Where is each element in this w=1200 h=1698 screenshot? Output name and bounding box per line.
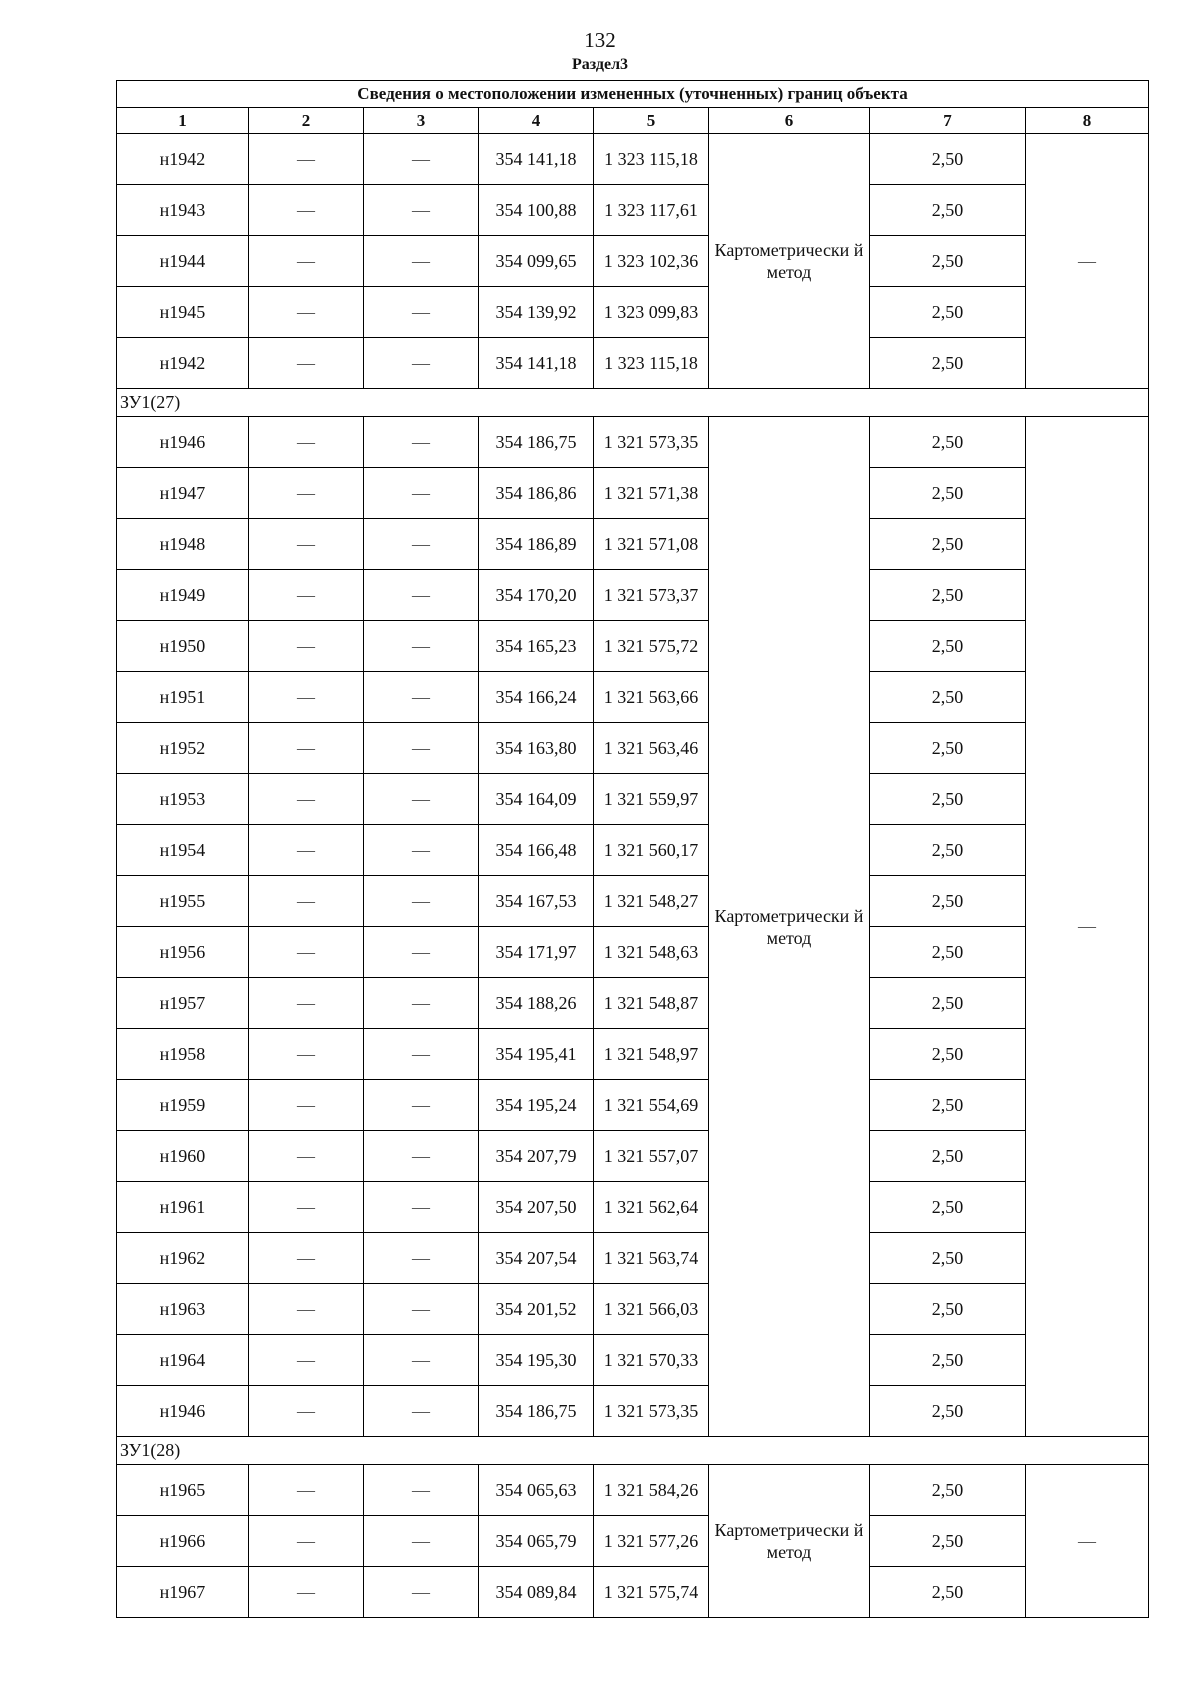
- x-coordinate-cell: 354 065,79: [479, 1516, 594, 1567]
- section-title: Раздел3: [571, 56, 629, 73]
- x-coordinate-cell: 354 065,63: [479, 1465, 594, 1516]
- accuracy-cell: 2,50: [870, 1335, 1026, 1386]
- column-header: 5: [594, 108, 709, 134]
- cell-col2: —: [249, 927, 364, 978]
- method-cell: Картометрически й метод: [709, 417, 870, 1437]
- table-row: [117, 417, 1149, 468]
- x-coordinate-cell: 354 139,92: [479, 287, 594, 338]
- x-coordinate-cell: 354 141,18: [479, 134, 594, 185]
- x-coordinate-cell: 354 171,97: [479, 927, 594, 978]
- accuracy-cell: 2,50: [870, 1182, 1026, 1233]
- y-coordinate-cell: 1 321 559,97: [594, 774, 709, 825]
- accuracy-cell: 2,50: [870, 1029, 1026, 1080]
- cell-col3: —: [364, 876, 479, 927]
- table-row: [117, 1386, 1149, 1437]
- cell-col2: —: [249, 1029, 364, 1080]
- cell-col2: —: [249, 825, 364, 876]
- table-row: [117, 570, 1149, 621]
- x-coordinate-cell: 354 195,30: [479, 1335, 594, 1386]
- y-coordinate-cell: 1 321 548,87: [594, 978, 709, 1029]
- x-coordinate-cell: 354 170,20: [479, 570, 594, 621]
- table-row: [117, 1131, 1149, 1182]
- cell-col2: —: [249, 1233, 364, 1284]
- accuracy-cell: 2,50: [870, 621, 1026, 672]
- col8-cell: —: [1026, 417, 1149, 1437]
- table-row: [117, 876, 1149, 927]
- group-label-row: [117, 389, 1149, 417]
- x-coordinate-cell: 354 186,75: [479, 417, 594, 468]
- table-row: [117, 1080, 1149, 1131]
- cell-col2: —: [249, 672, 364, 723]
- x-coordinate-cell: 354 141,18: [479, 338, 594, 389]
- method-cell: Картометрически й метод: [709, 1465, 870, 1618]
- page-number: 132: [584, 28, 616, 52]
- table-row: [117, 1567, 1149, 1618]
- cell-col3: —: [364, 338, 479, 389]
- cell-col2: —: [249, 774, 364, 825]
- table-row: [117, 1335, 1149, 1386]
- accuracy-cell: 2,50: [870, 185, 1026, 236]
- column-header: 6: [709, 108, 870, 134]
- accuracy-cell: 2,50: [870, 1386, 1026, 1437]
- y-coordinate-cell: 1 321 577,26: [594, 1516, 709, 1567]
- cell-col2: —: [249, 978, 364, 1029]
- table-row: [117, 621, 1149, 672]
- group-label: ЗУ1(27): [117, 389, 1149, 417]
- y-coordinate-cell: 1 321 548,63: [594, 927, 709, 978]
- x-coordinate-cell: 354 166,48: [479, 825, 594, 876]
- y-coordinate-cell: 1 321 571,38: [594, 468, 709, 519]
- accuracy-cell: 2,50: [870, 287, 1026, 338]
- point-id-cell: н1963: [117, 1284, 249, 1335]
- cell-col3: —: [364, 774, 479, 825]
- cell-col2: —: [249, 468, 364, 519]
- cell-col3: —: [364, 1386, 479, 1437]
- table-row: [117, 927, 1149, 978]
- y-coordinate-cell: 1 321 560,17: [594, 825, 709, 876]
- point-id-cell: н1952: [117, 723, 249, 774]
- header-row: [117, 108, 1149, 134]
- accuracy-cell: 2,50: [870, 1080, 1026, 1131]
- x-coordinate-cell: 354 186,89: [479, 519, 594, 570]
- point-id-cell: н1959: [117, 1080, 249, 1131]
- y-coordinate-cell: 1 321 571,08: [594, 519, 709, 570]
- cell-col3: —: [364, 1335, 479, 1386]
- cell-col2: —: [249, 1567, 364, 1618]
- point-id-cell: н1965: [117, 1465, 249, 1516]
- x-coordinate-cell: 354 195,24: [479, 1080, 594, 1131]
- x-coordinate-cell: 354 164,09: [479, 774, 594, 825]
- table-row: [117, 723, 1149, 774]
- cell-col2: —: [249, 723, 364, 774]
- point-id-cell: н1962: [117, 1233, 249, 1284]
- point-id-cell: н1948: [117, 519, 249, 570]
- table-row: [117, 1516, 1149, 1567]
- point-id-cell: н1943: [117, 185, 249, 236]
- x-coordinate-cell: 354 166,24: [479, 672, 594, 723]
- cell-col3: —: [364, 1233, 479, 1284]
- cell-col3: —: [364, 185, 479, 236]
- accuracy-cell: 2,50: [870, 338, 1026, 389]
- cell-col2: —: [249, 1182, 364, 1233]
- y-coordinate-cell: 1 321 573,35: [594, 417, 709, 468]
- cell-col2: —: [249, 134, 364, 185]
- table-row: [117, 519, 1149, 570]
- point-id-cell: н1945: [117, 287, 249, 338]
- accuracy-cell: 2,50: [870, 1465, 1026, 1516]
- y-coordinate-cell: 1 321 575,74: [594, 1567, 709, 1618]
- table-row: [117, 1233, 1149, 1284]
- column-header: 2: [249, 108, 364, 134]
- cell-col3: —: [364, 519, 479, 570]
- cell-col2: —: [249, 1335, 364, 1386]
- table-row: [117, 774, 1149, 825]
- cell-col2: —: [249, 1465, 364, 1516]
- column-header: 1: [117, 108, 249, 134]
- group-label: ЗУ1(28): [117, 1437, 1149, 1465]
- table-row: [117, 978, 1149, 1029]
- table-row: [117, 338, 1149, 389]
- accuracy-cell: 2,50: [870, 1516, 1026, 1567]
- x-coordinate-cell: 354 207,50: [479, 1182, 594, 1233]
- table-row: [117, 1465, 1149, 1516]
- cell-col2: —: [249, 570, 364, 621]
- accuracy-cell: 2,50: [870, 774, 1026, 825]
- accuracy-cell: 2,50: [870, 519, 1026, 570]
- y-coordinate-cell: 1 321 563,66: [594, 672, 709, 723]
- point-id-cell: н1942: [117, 338, 249, 389]
- point-id-cell: н1946: [117, 1386, 249, 1437]
- point-id-cell: н1961: [117, 1182, 249, 1233]
- accuracy-cell: 2,50: [870, 1567, 1026, 1618]
- cell-col3: —: [364, 1516, 479, 1567]
- accuracy-cell: 2,50: [870, 1284, 1026, 1335]
- cell-col2: —: [249, 1131, 364, 1182]
- cell-col2: —: [249, 287, 364, 338]
- cell-col3: —: [364, 1284, 479, 1335]
- cell-col3: —: [364, 1182, 479, 1233]
- x-coordinate-cell: 354 167,53: [479, 876, 594, 927]
- x-coordinate-cell: 354 089,84: [479, 1567, 594, 1618]
- y-coordinate-cell: 1 321 573,37: [594, 570, 709, 621]
- y-coordinate-cell: 1 321 554,69: [594, 1080, 709, 1131]
- table-row: [117, 1182, 1149, 1233]
- cell-col3: —: [364, 927, 479, 978]
- x-coordinate-cell: 354 186,86: [479, 468, 594, 519]
- cell-col2: —: [249, 417, 364, 468]
- y-coordinate-cell: 1 323 117,61: [594, 185, 709, 236]
- cell-col3: —: [364, 417, 479, 468]
- accuracy-cell: 2,50: [870, 978, 1026, 1029]
- table-row: [117, 468, 1149, 519]
- cell-col2: —: [249, 1386, 364, 1437]
- cell-col3: —: [364, 1567, 479, 1618]
- cell-col2: —: [249, 338, 364, 389]
- x-coordinate-cell: 354 207,54: [479, 1233, 594, 1284]
- cell-col3: —: [364, 621, 479, 672]
- table-row: [117, 1284, 1149, 1335]
- y-coordinate-cell: 1 321 562,64: [594, 1182, 709, 1233]
- point-id-cell: н1953: [117, 774, 249, 825]
- accuracy-cell: 2,50: [870, 672, 1026, 723]
- point-id-cell: н1949: [117, 570, 249, 621]
- x-coordinate-cell: 354 100,88: [479, 185, 594, 236]
- column-header: 3: [364, 108, 479, 134]
- y-coordinate-cell: 1 321 563,46: [594, 723, 709, 774]
- point-id-cell: н1964: [117, 1335, 249, 1386]
- point-id-cell: н1957: [117, 978, 249, 1029]
- table-row: [117, 185, 1149, 236]
- point-id-cell: н1944: [117, 236, 249, 287]
- table-row: [117, 134, 1149, 185]
- table-caption: Сведения о местоположении измененных (уточненных) границ объекта: [117, 81, 1149, 108]
- cell-col2: —: [249, 185, 364, 236]
- accuracy-cell: 2,50: [870, 570, 1026, 621]
- accuracy-cell: 2,50: [870, 236, 1026, 287]
- cell-col2: —: [249, 1516, 364, 1567]
- cell-col2: —: [249, 1284, 364, 1335]
- y-coordinate-cell: 1 323 115,18: [594, 338, 709, 389]
- x-coordinate-cell: 354 207,79: [479, 1131, 594, 1182]
- accuracy-cell: 2,50: [870, 825, 1026, 876]
- y-coordinate-cell: 1 321 570,33: [594, 1335, 709, 1386]
- point-id-cell: н1958: [117, 1029, 249, 1080]
- point-id-cell: н1947: [117, 468, 249, 519]
- y-coordinate-cell: 1 321 566,03: [594, 1284, 709, 1335]
- table-row: [117, 825, 1149, 876]
- cell-col3: —: [364, 672, 479, 723]
- accuracy-cell: 2,50: [870, 723, 1026, 774]
- cell-col3: —: [364, 825, 479, 876]
- group-label-row: [117, 1437, 1149, 1465]
- cell-col2: —: [249, 1080, 364, 1131]
- point-id-cell: н1956: [117, 927, 249, 978]
- col8-cell: —: [1026, 1465, 1149, 1618]
- accuracy-cell: 2,50: [870, 927, 1026, 978]
- y-coordinate-cell: 1 321 548,27: [594, 876, 709, 927]
- cell-col3: —: [364, 236, 479, 287]
- column-header: 8: [1026, 108, 1149, 134]
- x-coordinate-cell: 354 165,23: [479, 621, 594, 672]
- x-coordinate-cell: 354 186,75: [479, 1386, 594, 1437]
- y-coordinate-cell: 1 321 575,72: [594, 621, 709, 672]
- column-header: 7: [870, 108, 1026, 134]
- method-cell: Картометрически й метод: [709, 134, 870, 389]
- y-coordinate-cell: 1 321 548,97: [594, 1029, 709, 1080]
- cell-col3: —: [364, 468, 479, 519]
- point-id-cell: н1951: [117, 672, 249, 723]
- point-id-cell: н1960: [117, 1131, 249, 1182]
- cell-col2: —: [249, 876, 364, 927]
- point-id-cell: н1954: [117, 825, 249, 876]
- accuracy-cell: 2,50: [870, 468, 1026, 519]
- y-coordinate-cell: 1 323 115,18: [594, 134, 709, 185]
- cell-col3: —: [364, 134, 479, 185]
- column-header: 4: [479, 108, 594, 134]
- x-coordinate-cell: 354 188,26: [479, 978, 594, 1029]
- cell-col2: —: [249, 519, 364, 570]
- y-coordinate-cell: 1 323 102,36: [594, 236, 709, 287]
- point-id-cell: н1946: [117, 417, 249, 468]
- y-coordinate-cell: 1 321 573,35: [594, 1386, 709, 1437]
- accuracy-cell: 2,50: [870, 1233, 1026, 1284]
- table-row: [117, 672, 1149, 723]
- cell-col3: —: [364, 1080, 479, 1131]
- boundary-coordinates-table: [116, 80, 1149, 1618]
- point-id-cell: н1955: [117, 876, 249, 927]
- cell-col3: —: [364, 978, 479, 1029]
- accuracy-cell: 2,50: [870, 134, 1026, 185]
- accuracy-cell: 2,50: [870, 876, 1026, 927]
- cell-col2: —: [249, 621, 364, 672]
- cell-col2: —: [249, 236, 364, 287]
- y-coordinate-cell: 1 323 099,83: [594, 287, 709, 338]
- x-coordinate-cell: 354 099,65: [479, 236, 594, 287]
- table-row: [117, 287, 1149, 338]
- y-coordinate-cell: 1 321 563,74: [594, 1233, 709, 1284]
- accuracy-cell: 2,50: [870, 417, 1026, 468]
- point-id-cell: н1942: [117, 134, 249, 185]
- cell-col3: —: [364, 570, 479, 621]
- cell-col3: —: [364, 287, 479, 338]
- cell-col3: —: [364, 1131, 479, 1182]
- cell-col3: —: [364, 1465, 479, 1516]
- table-row: [117, 236, 1149, 287]
- point-id-cell: н1967: [117, 1567, 249, 1618]
- table-row: [117, 1029, 1149, 1080]
- y-coordinate-cell: 1 321 557,07: [594, 1131, 709, 1182]
- x-coordinate-cell: 354 163,80: [479, 723, 594, 774]
- accuracy-cell: 2,50: [870, 1131, 1026, 1182]
- x-coordinate-cell: 354 201,52: [479, 1284, 594, 1335]
- col8-cell: —: [1026, 134, 1149, 389]
- x-coordinate-cell: 354 195,41: [479, 1029, 594, 1080]
- cell-col3: —: [364, 723, 479, 774]
- cell-col3: —: [364, 1029, 479, 1080]
- point-id-cell: н1966: [117, 1516, 249, 1567]
- point-id-cell: н1950: [117, 621, 249, 672]
- table-body: [117, 134, 1149, 1618]
- y-coordinate-cell: 1 321 584,26: [594, 1465, 709, 1516]
